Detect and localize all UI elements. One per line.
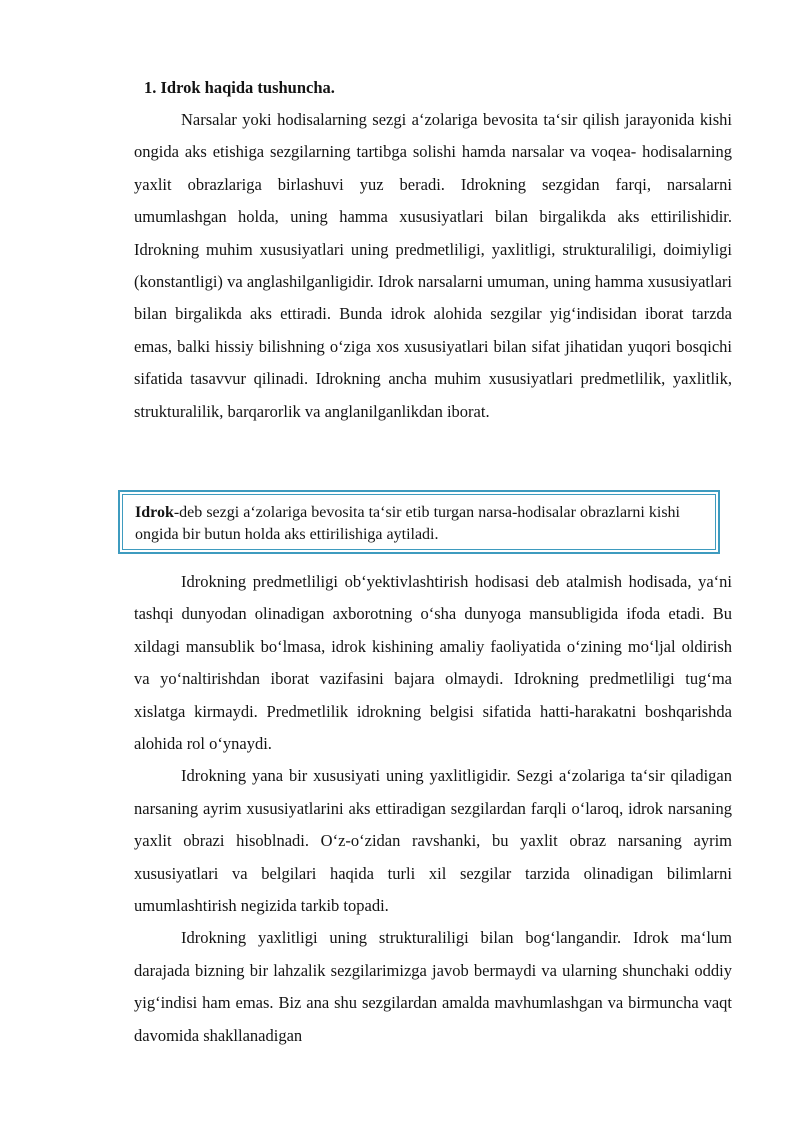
paragraph-intro: Narsalar yoki hodisalarning sezgi a‘zolariga bevosita ta‘sir qilish jarayonida kishi ongida aks etishiga sezgilarning tartibga solishi hamda narsalar va voqea- hodisalarning yaxlit obrazlariga birlashuvi yuz beradi. Idrokning sezgidan farqi, narsalarni umumlashgan holda, uning hamma xususiyatlari bilan birgalikda aks ettirilishidir. Idrokning muhim xususiyatlari uning predmetliligi, yaxlitligi, strukturaliligi, doimiyligi (konstantligi) va anglashilganligidir. Idrok narsalarni umuman, uning hamma xususiyatlari bilan birgalikda aks ettiradi. Bunda idrok alohida sezgilar yig‘indisidan iborat tarzda emas, balki hissiy bilishning o‘ziga xos xususiyatlari bilan sifat jihatidan yuqori bosqichi sifatida tasavvur qilinadi. Idrokning ancha muhim xususiyatlari predmetlilik, yaxlitlik, strukturalilik, barqarorlik va anglanilganlikdan iborat.	[134, 110, 732, 421]
paragraph-predmetlilik: Idrokning predmetliligi ob‘yektivlashtirish hodisasi deb atalmish hodisada, ya‘ni tashqi dunyodan olinadigan axborotning o‘sha dunyoga mansubligida ifoda etadi. Bu xildagi mansublik bo‘lmasa, idrok kishining amaliy faoliyatida o‘zining mo‘ljal oldirish va yo‘naltirishdan iborat vazifasini bajara olmaydi. Idrokning predmetliligi tug‘ma xislatga kirmaydi. Predmetlilik idrokning belgisi sifatida hatti-harakatni boshqarishda alohida rol o‘ynaydi.	[134, 572, 732, 754]
definition-text	[135, 502, 680, 546]
definition-body: -deb sezgi a‘zolariga bevosita ta‘sir etib turgan narsa-hodisalar obrazlarni kishi ongida bir butun holda aks ettirilishiga aytiladi.	[135, 504, 680, 543]
paragraph-strukturalilik: Idrokning yaxlitligi uning strukturaliligi bilan bog‘langandir. Idrok ma‘lum darajada bizning bir lahzalik sezgilarimizga javob bermaydi va ularning shunchaki oddiy yig‘indisi ham emas. Biz ana shu sezgilardan amalda mavhumlashgan va birmuncha vaqt davomida shakllanadigan	[134, 928, 732, 1045]
definition-term: Idrok	[135, 504, 174, 521]
section-heading: 1. Idrok haqida tushuncha.	[144, 78, 335, 97]
document-body-bottom	[134, 566, 732, 1052]
paragraph-yaxlitlik: Idrokning yana bir xususiyati uning yaxlitligidir. Sezgi a‘zolariga ta‘sir qiladigan narsaning ayrim xususiyatlarini aks ettiradigan sezgilardan farqli o‘laroq, idrok narsaning yaxlit obrazi hisoblnadi. O‘z-o‘zidan ravshanki, bu yaxlit obraz narsaning ayrim xususiyatlari va belgilari haqida turli xil sezgilar tarzida olinadigan bilimlarni umumlashtirish negizida tarkib topadi.	[134, 766, 732, 916]
definition-box	[118, 490, 720, 554]
document-body-top	[134, 72, 732, 428]
